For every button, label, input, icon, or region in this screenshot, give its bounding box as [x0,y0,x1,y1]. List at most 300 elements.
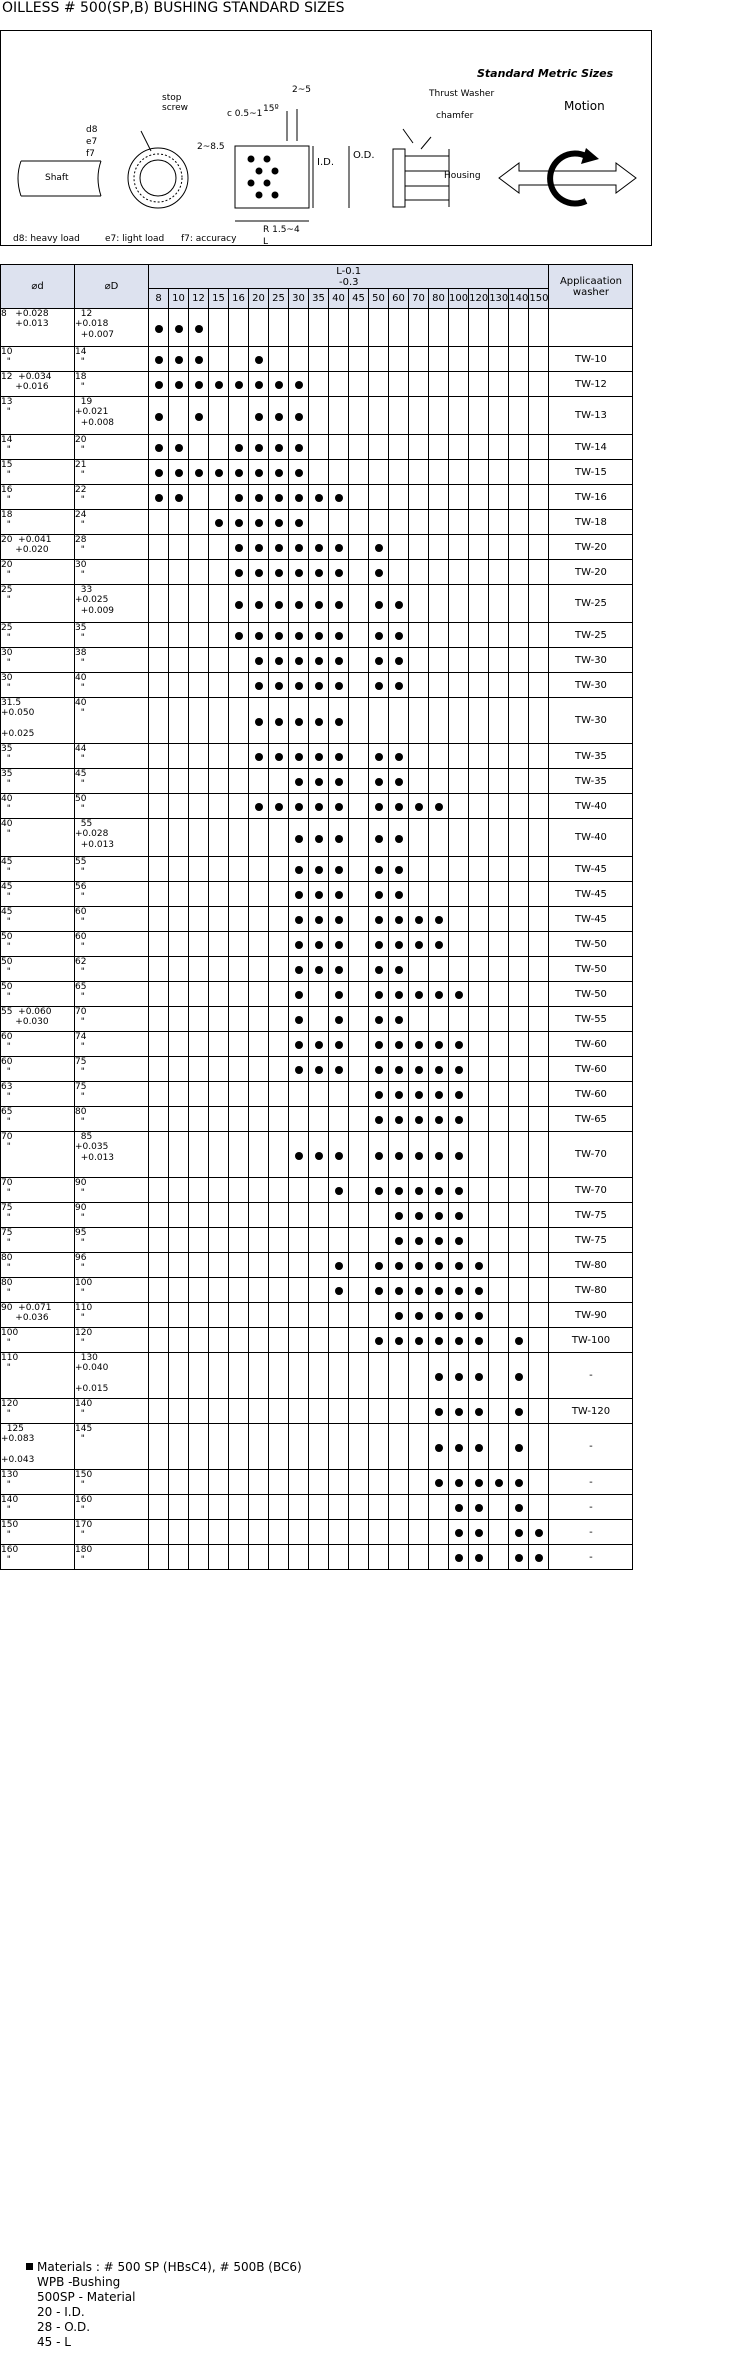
available-dot-icon [275,632,283,640]
length-cell [529,560,549,585]
table-row [1,535,633,560]
washer-cell: - [549,1545,633,1570]
length-header: 30 [289,289,309,309]
shaft-diameter: 20 " [1,560,75,585]
available-dot-icon [315,718,323,726]
od-label: O.D. [353,150,375,161]
washer-cell: TW-25 [549,585,633,623]
length-cell [489,1132,509,1178]
available-dot-icon [275,601,283,609]
length-cell [169,1107,189,1132]
length-cell [309,698,329,744]
length-cell [529,1228,549,1253]
available-dot-icon [475,1262,483,1270]
length-cell [209,882,229,907]
length-cell [309,397,329,435]
outer-diameter: 20 " [75,435,149,460]
available-dot-icon [175,356,183,364]
washer-cell: - [549,1495,633,1520]
length-cell [429,648,449,673]
length-cell [209,1495,229,1520]
length-cell [269,648,289,673]
length-cell [209,1057,229,1082]
length-cell [329,744,349,769]
length-cell [309,1303,329,1328]
available-dot-icon [255,569,263,577]
length-cell [149,1007,169,1032]
length-cell [169,1303,189,1328]
length-cell [289,347,309,372]
note-materials: Materials : # 500 SP (HBsC4), # 500B (BC6) [26,2260,302,2275]
bushing-diagram [0,30,652,246]
length-cell [529,460,549,485]
available-dot-icon [315,916,323,924]
available-dot-icon [535,1529,543,1537]
length-cell [469,982,489,1007]
available-dot-icon [435,803,443,811]
length-cell [389,535,409,560]
table-row [1,560,633,585]
available-dot-icon [375,1337,383,1345]
diagram-heading: Standard Metric Sizes [477,67,614,80]
length-cell [149,560,169,585]
length-cell [409,794,429,819]
length-cell [289,372,309,397]
length-cell [489,769,509,794]
length-cell [149,1228,169,1253]
length-cell [449,1253,469,1278]
length-cell [329,347,349,372]
available-dot-icon [395,1337,403,1345]
length-cell [289,744,309,769]
length-cell [289,1399,309,1424]
length-cell [229,744,249,769]
length-cell [509,1353,529,1399]
length-cell [209,819,229,857]
available-dot-icon [455,1262,463,1270]
available-dot-icon [255,519,263,527]
length-cell [349,585,369,623]
table-row [1,1007,633,1032]
length-cell [449,535,469,560]
length-cell [369,1328,389,1353]
length-cell [269,485,289,510]
available-dot-icon [475,1312,483,1320]
available-dot-icon [375,682,383,690]
length-cell [189,435,209,460]
length-cell [529,1520,549,1545]
length-cell [169,882,189,907]
length-cell [249,698,269,744]
table-row [1,698,633,744]
length-cell [309,372,329,397]
available-dot-icon [335,866,343,874]
length-cell [269,1545,289,1570]
available-dot-icon [475,1444,483,1452]
shaft-diameter: 35 " [1,744,75,769]
outer-diameter: 65 " [75,982,149,1007]
length-cell [209,1303,229,1328]
length-cell [489,1032,509,1057]
length-cell [189,882,209,907]
length-cell [449,1203,469,1228]
washer-cell: TW-18 [549,510,633,535]
length-cell [509,907,529,932]
length-cell [529,819,549,857]
length-header: 100 [449,289,469,309]
length-cell [189,1178,209,1203]
available-dot-icon [295,601,303,609]
fit-label-d8: d8 [86,125,98,135]
length-cell [289,769,309,794]
available-dot-icon [455,1312,463,1320]
length-cell [329,535,349,560]
length-cell [349,648,369,673]
length-cell [209,1278,229,1303]
length-cell [329,673,349,698]
table-row [1,623,633,648]
length-cell [229,485,249,510]
available-dot-icon [315,966,323,974]
length-cell [529,907,549,932]
header-washer: Applicaation washer [549,265,633,309]
length-cell [509,1424,529,1470]
length-cell [289,794,309,819]
length-cell [269,769,289,794]
available-dot-icon [295,569,303,577]
length-cell [429,1082,449,1107]
available-dot-icon [475,1504,483,1512]
length-cell [149,535,169,560]
table-row [1,347,633,372]
length-header: 10 [169,289,189,309]
length-cell [189,982,209,1007]
length-cell [409,882,429,907]
length-cell [409,1495,429,1520]
length-cell [329,309,349,347]
length-cell [529,932,549,957]
available-dot-icon [395,916,403,924]
outer-diameter: 74 " [75,1032,149,1057]
length-cell [329,397,349,435]
length-cell [429,347,449,372]
length-cell [249,819,269,857]
outer-diameter: 140 " [75,1399,149,1424]
length-cell [309,1228,329,1253]
available-dot-icon [415,991,423,999]
table-row [1,982,633,1007]
length-cell [529,1303,549,1328]
length-cell [309,1132,329,1178]
length-cell [269,1278,289,1303]
length-cell [189,1007,209,1032]
available-dot-icon [455,991,463,999]
available-dot-icon [395,891,403,899]
length-cell [149,1328,169,1353]
length-cell [269,1178,289,1203]
length-cell [149,698,169,744]
available-dot-icon [315,544,323,552]
length-cell [509,1328,529,1353]
length-cell [289,585,309,623]
length-cell [409,1132,429,1178]
length-cell [469,673,489,698]
length-cell [349,932,369,957]
length-cell [489,435,509,460]
length-cell [349,1424,369,1470]
shaft-diameter: 35 " [1,769,75,794]
length-cell [249,1132,269,1178]
length-cell [369,1253,389,1278]
length-cell [409,907,429,932]
length-cell [309,819,329,857]
length-cell [229,1399,249,1424]
length-cell [529,435,549,460]
length-cell [269,585,289,623]
length-cell [209,1228,229,1253]
length-cell [329,794,349,819]
length-cell [509,623,529,648]
length-cell [449,1399,469,1424]
available-dot-icon [195,325,203,333]
length-cell [369,460,389,485]
length-cell [289,623,309,648]
available-dot-icon [395,1212,403,1220]
shaft-diameter: 16 " [1,485,75,510]
length-cell [429,1178,449,1203]
length-cell [389,1253,409,1278]
length-cell [469,932,489,957]
length-cell [169,648,189,673]
length-cell [329,1203,349,1228]
available-dot-icon [275,753,283,761]
length-cell [409,1057,429,1082]
length-cell [329,648,349,673]
length-cell [189,769,209,794]
length-cell [509,435,529,460]
length-cell [509,347,529,372]
length-cell [149,1032,169,1057]
length-cell [469,857,489,882]
length-cell [369,857,389,882]
length-cell [409,485,429,510]
available-dot-icon [335,494,343,502]
length-cell [269,1495,289,1520]
available-dot-icon [395,1262,403,1270]
length-cell [169,857,189,882]
washer-cell: TW-120 [549,1399,633,1424]
length-cell [269,857,289,882]
available-dot-icon [255,632,263,640]
length-cell [149,882,169,907]
shaft-diameter: 45 " [1,857,75,882]
length-cell [429,535,449,560]
bushing-size-table [0,264,633,1570]
shaft-diameter: 15 " [1,460,75,485]
length-cell [489,460,509,485]
length-cell [389,397,409,435]
length-cell [389,1424,409,1470]
length-cell [509,673,529,698]
length-cell [189,1495,209,1520]
length-cell [229,372,249,397]
available-dot-icon [395,682,403,690]
length-cell [349,769,369,794]
length-cell [249,932,269,957]
length-cell [269,932,289,957]
shaft-diameter: 40 " [1,819,75,857]
length-cell [189,1424,209,1470]
length-cell [369,744,389,769]
length-cell [249,623,269,648]
length-cell [309,1520,329,1545]
available-dot-icon [335,835,343,843]
length-cell [269,309,289,347]
length-cell [489,882,509,907]
available-dot-icon [295,966,303,974]
length-cell [269,535,289,560]
available-dot-icon [375,544,383,552]
length-cell [309,769,329,794]
length-cell [149,1353,169,1399]
length-cell [169,1132,189,1178]
length-cell [329,1520,349,1545]
length-cell [289,1057,309,1082]
length-cell [509,982,529,1007]
length-cell [329,819,349,857]
outer-diameter: 55 +0.028 +0.013 [75,819,149,857]
length-cell [469,460,489,485]
available-dot-icon [395,778,403,786]
length-cell [369,560,389,585]
length-cell [469,769,489,794]
shaft-diameter: 25 " [1,623,75,648]
table-row [1,585,633,623]
length-cell [169,819,189,857]
length-cell [469,1545,489,1570]
table-row [1,1178,633,1203]
length-cell [529,1253,549,1278]
length-cell [449,347,469,372]
notes [26,2260,302,2350]
available-dot-icon [415,1116,423,1124]
length-cell [489,1520,509,1545]
available-dot-icon [455,1337,463,1345]
length-cell [189,957,209,982]
length-cell [349,1545,369,1570]
available-dot-icon [295,835,303,843]
length-cell [209,794,229,819]
length-cell [269,1032,289,1057]
length-cell [429,857,449,882]
length-cell [369,309,389,347]
length-header: 70 [409,289,429,309]
length-cell [469,1057,489,1082]
length-cell [309,957,329,982]
length-cell [269,397,289,435]
length-cell [489,372,509,397]
available-dot-icon [335,753,343,761]
washer-cell: TW-75 [549,1203,633,1228]
available-dot-icon [375,1152,383,1160]
length-cell [489,1203,509,1228]
length-cell [269,1353,289,1399]
length-header: 50 [369,289,389,309]
length-cell [349,794,369,819]
washer-cell: TW-30 [549,673,633,698]
note-line: 45 - L [37,2335,71,2349]
length-cell [169,372,189,397]
shaft-diameter: 55 +0.060 +0.030 [1,1007,75,1032]
length-cell [529,794,549,819]
shaft-diameter: 25 " [1,585,75,623]
length-cell [329,769,349,794]
washer-cell: TW-65 [549,1107,633,1132]
length-cell [509,648,529,673]
length-cell [469,347,489,372]
length-cell [229,1132,249,1178]
outer-diameter: 70 " [75,1007,149,1032]
shaft-label: Shaft [45,173,69,183]
length-cell [189,1470,209,1495]
length-cell [249,1495,269,1520]
length-cell [229,673,249,698]
length-cell [529,1107,549,1132]
length-cell [289,648,309,673]
available-dot-icon [295,1152,303,1160]
length-cell [369,1203,389,1228]
length-cell [509,372,529,397]
length-cell [229,1303,249,1328]
length-cell [409,397,429,435]
length-cell [349,309,369,347]
table-row [1,435,633,460]
length-cell [249,1520,269,1545]
available-dot-icon [295,718,303,726]
available-dot-icon [435,1116,443,1124]
length-cell [429,819,449,857]
length-cell [369,1399,389,1424]
length-cell [329,1495,349,1520]
length-cell [309,623,329,648]
note-line: 28 - O.D. [37,2320,91,2334]
length-cell [409,1278,429,1303]
length-cell [529,1082,549,1107]
available-dot-icon [375,803,383,811]
length-cell [389,882,409,907]
length-cell [529,485,549,510]
length-cell [449,510,469,535]
available-dot-icon [335,718,343,726]
length-cell [269,1203,289,1228]
available-dot-icon [415,1262,423,1270]
available-dot-icon [335,966,343,974]
length-cell [289,1520,309,1545]
length-cell [389,372,409,397]
table-row [1,485,633,510]
available-dot-icon [255,356,263,364]
available-dot-icon [375,916,383,924]
length-cell [349,673,369,698]
thrust-washer-label: Thrust Washer [429,89,495,99]
length-cell [449,1107,469,1132]
available-dot-icon [375,1187,383,1195]
length-cell [229,397,249,435]
length-cell [269,982,289,1007]
washer-cell: TW-16 [549,485,633,510]
length-cell [209,1520,229,1545]
length-cell [289,1495,309,1520]
